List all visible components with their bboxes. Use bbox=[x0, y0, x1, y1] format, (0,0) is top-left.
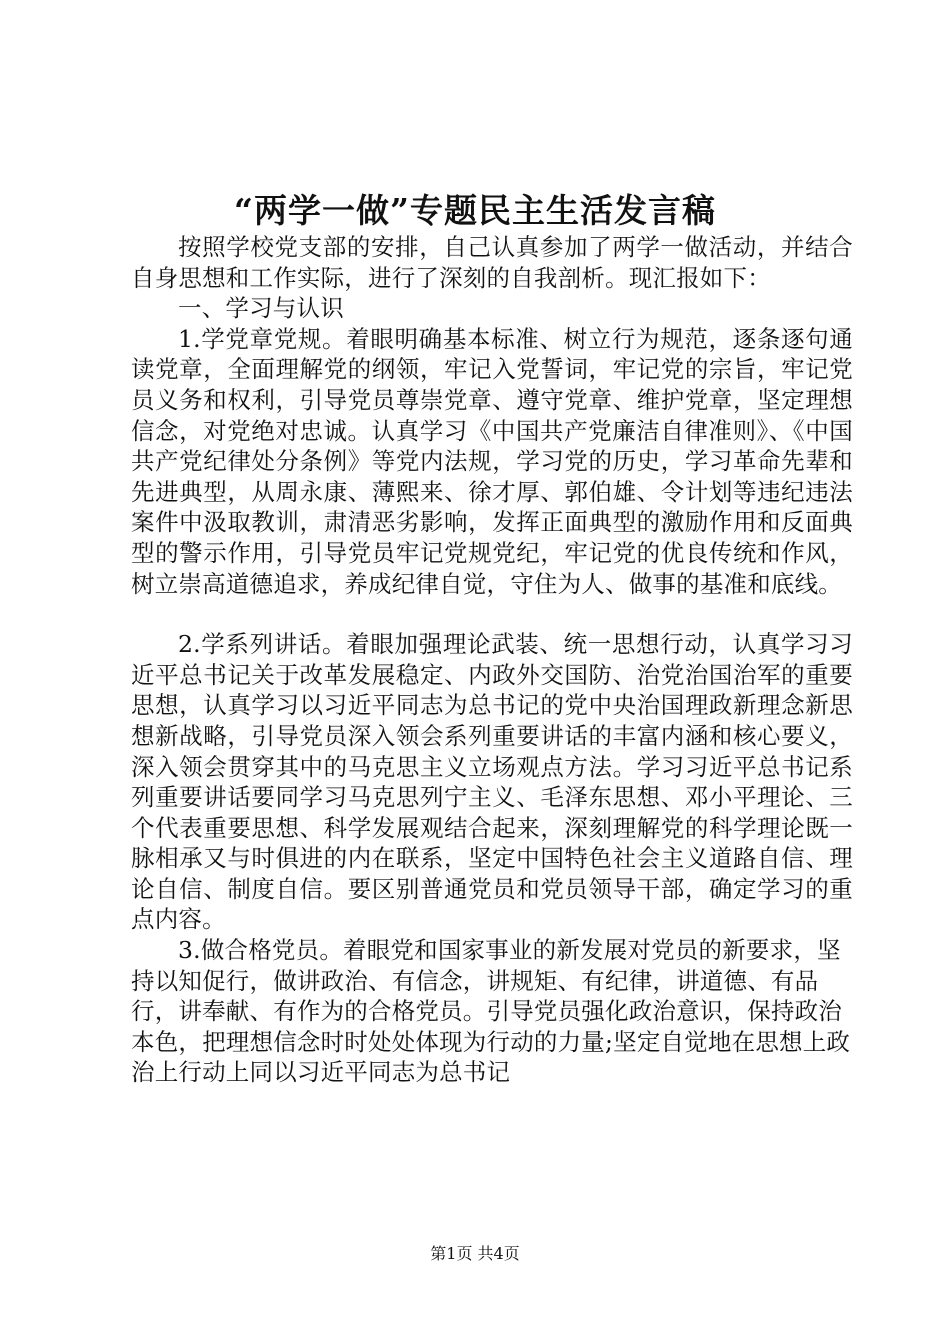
section-heading: 一、学习与认识 bbox=[178, 294, 344, 323]
intro-paragraph: 按照学校党支部的安排，自己认真参加了两学一做活动，并结合自身思想和工作实际，进行了深刻的自我剖析。现汇报如下： bbox=[131, 233, 853, 292]
item-1-paragraph: 1.学党章党规。着眼明确基本标准、树立行为规范，逐条逐句通读党章，全面理解党的纲领，牢记入党誓词，牢记党的宗旨，牢记党员义务和权利，引导党员尊崇党章、遵守党章、维护党章，坚定理想信念，对党绝对忠诚。认真学习《中国共产党廉洁自律准则》、《中国共产党纪律处分条例》等党内法规，学习党的历史，学习革命先辈和先进典型，从周永康、薄熙来、徐才厚、郭伯雄、令计划等违纪违法案件中汲取教训，肃清恶劣影响，发挥正面典型的激励作用和反面典型的警示作用，引导党员牢记党规党纪，牢记党的优良传统和作风，树立崇高道德追求，养成纪律自觉，守住为人、做事的基准和底线。 bbox=[131, 324, 853, 598]
paragraph-gap bbox=[131, 599, 853, 629]
document-body bbox=[131, 232, 853, 1088]
document-title: “两学一做”专题民主生活发言稿 bbox=[234, 191, 716, 230]
item-3-paragraph: 3.做合格党员。着眼党和国家事业的新发展对党员的新要求，坚持以知促行，做讲政治、有信念，讲规矩、有纪律，讲道德、有品行，讲奉献、有作为的合格党员。引导党员强化政治意识，保持政治本色，把理想信念时时处处体现为行动的力量;坚定自觉地在思想上政治上行动上同以习近平同志为总书记 bbox=[131, 936, 851, 1087]
page-footer: 第1页 共4页 bbox=[430, 1244, 520, 1263]
item-2-paragraph: 2.学系列讲话。着眼加强理论武装、统一思想行动，认真学习习近平总书记关于改革发展稳定、内政外交国防、治党治国治军的重要思想，认真学习以习近平同志为总书记的党中央治国理政新理念新思想新战略，引导党员深入领会系列重要讲话的丰富内涵和核心要义，深入领会贯穿其中的马克思主义立场观点方法。学习习近平总书记系列重要讲话要同学习马克思列宁主义、毛泽东思想、邓小平理论、三个代表重要思想、科学发展观结合起来，深刻理解党的科学理论既一脉相承又与时俱进的内在联系，坚定中国特色社会主义道路自信、理论自信、制度自信。要区别普通党员和党员领导干部，确定学习的重点内容。 bbox=[131, 630, 853, 934]
